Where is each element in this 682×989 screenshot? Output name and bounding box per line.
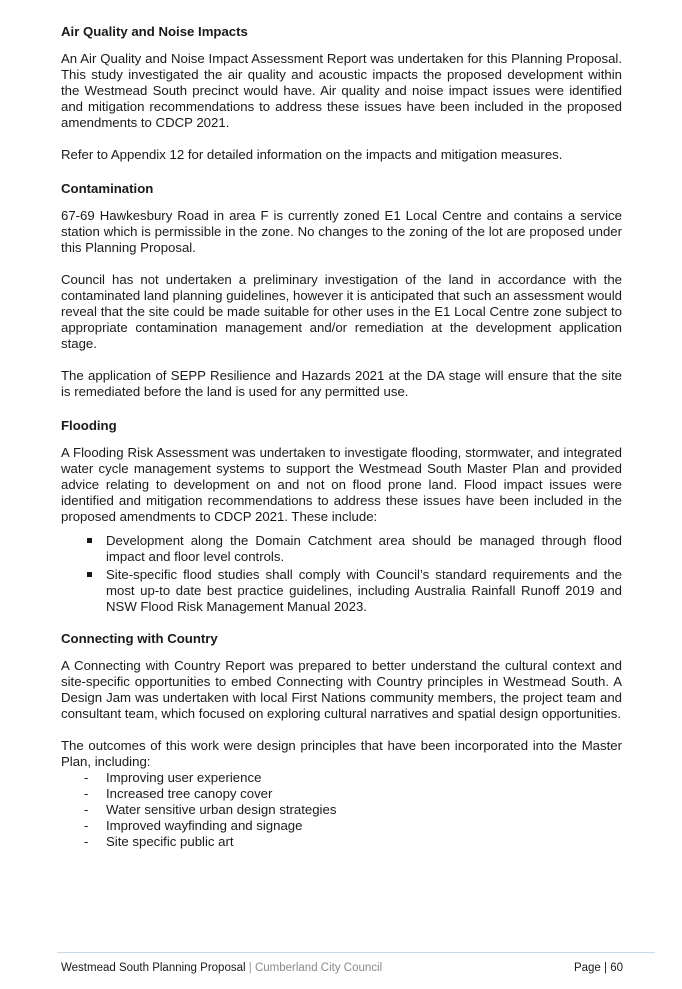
list-item-text: Water sensitive urban design strategies [106, 802, 337, 817]
list-item [84, 567, 622, 615]
list-item [84, 802, 622, 818]
paragraph: Refer to Appendix 12 for detailed information on the impacts and mitigation measures. [61, 147, 563, 162]
page-number: Page | 60 [573, 962, 623, 974]
list-item [84, 533, 622, 565]
heading-connecting-with-country: Connecting with Country [61, 631, 218, 646]
footer-divider [57, 952, 655, 953]
list-item-text: Increased tree canopy cover [106, 786, 273, 801]
list-item-text: Site-specific flood studies shall comply with Council’s standard requirements and the most up-to date best practice guidelines, including Australia Rainfall Runoff 2019 and NSW Flood Risk Management Manual 2023. [106, 567, 622, 614]
square-bullet-icon [87, 572, 92, 577]
heading-flooding: Flooding [61, 418, 117, 433]
list-item-text: Improving user experience [106, 770, 262, 785]
heading-contamination: Contamination [61, 181, 154, 196]
dash-icon: - [84, 786, 89, 801]
dash-icon: - [84, 770, 89, 785]
document-body [61, 22, 622, 850]
paragraph: A Flooding Risk Assessment was undertaken to investigate flooding, stormwater, and integrated water cycle management systems to support the Westmead South Master Plan and provided advice relating to development on and not on flood prone land. Flood impact issues were identified and mitigation recommendations to address these issues have been included in the proposed amendments to CDCP 2021. These include: [61, 445, 622, 524]
footer-separator: | [248, 962, 252, 974]
list-item [84, 770, 622, 786]
page-footer [61, 960, 623, 976]
footer-council: Cumberland City Council [254, 962, 383, 974]
principles-list [61, 770, 622, 850]
square-bullet-icon [87, 538, 92, 543]
dash-icon: - [84, 802, 89, 817]
paragraph: Council has not undertaken a preliminary investigation of the land in accordance with the contaminated land planning guidelines, however it is anticipated that such an assessment would reveal that the site could be made suitable for other uses in the E1 Local Centre zone subject to appropriate contamination management and/or remediation at the development application stage. [61, 272, 622, 351]
dash-icon: - [84, 834, 89, 849]
list-item [84, 786, 622, 802]
list-item-text: Improved wayfinding and signage [106, 818, 303, 833]
heading-air-quality: Air Quality and Noise Impacts [61, 24, 248, 39]
footer-doc-title: Westmead South Planning Proposal [61, 962, 246, 974]
paragraph: 67-69 Hawkesbury Road in area F is currently zoned E1 Local Centre and contains a service station which is permissible in the zone. No changes to the zoning of the lot are proposed under this Planning Proposal. [61, 208, 622, 255]
paragraph: An Air Quality and Noise Impact Assessment Report was undertaken for this Planning Proposal. This study investigated the air quality and acoustic impacts the proposed development within the Westmead South precinct would have. Air quality and noise impact issues were identified and mitigation recommendations to address these issues have been included in the proposed amendments to CDCP 2021. [61, 51, 622, 130]
list-item [84, 818, 622, 834]
footer-left [61, 960, 382, 976]
flood-bullet-list [61, 533, 622, 615]
list-item-text: Development along the Domain Catchment area should be managed through flood impact and floor level controls. [106, 533, 622, 564]
paragraph: The outcomes of this work were design principles that have been incorporated into the Master Plan, including: [61, 738, 622, 769]
list-item-text: Site specific public art [106, 834, 234, 849]
list-item [84, 834, 622, 850]
paragraph: A Connecting with Country Report was prepared to better understand the cultural context and site-specific opportunities to embed Connecting with Country principles in Westmead South. A Design Jam was undertaken with local First Nations community members, the project team and consultant team, which focused on exploring cultural narratives and spatial design opportunities. [61, 658, 622, 721]
paragraph: The application of SEPP Resilience and Hazards 2021 at the DA stage will ensure that the site is remediated before the land is used for any permitted use. [61, 368, 622, 399]
dash-icon: - [84, 818, 89, 833]
